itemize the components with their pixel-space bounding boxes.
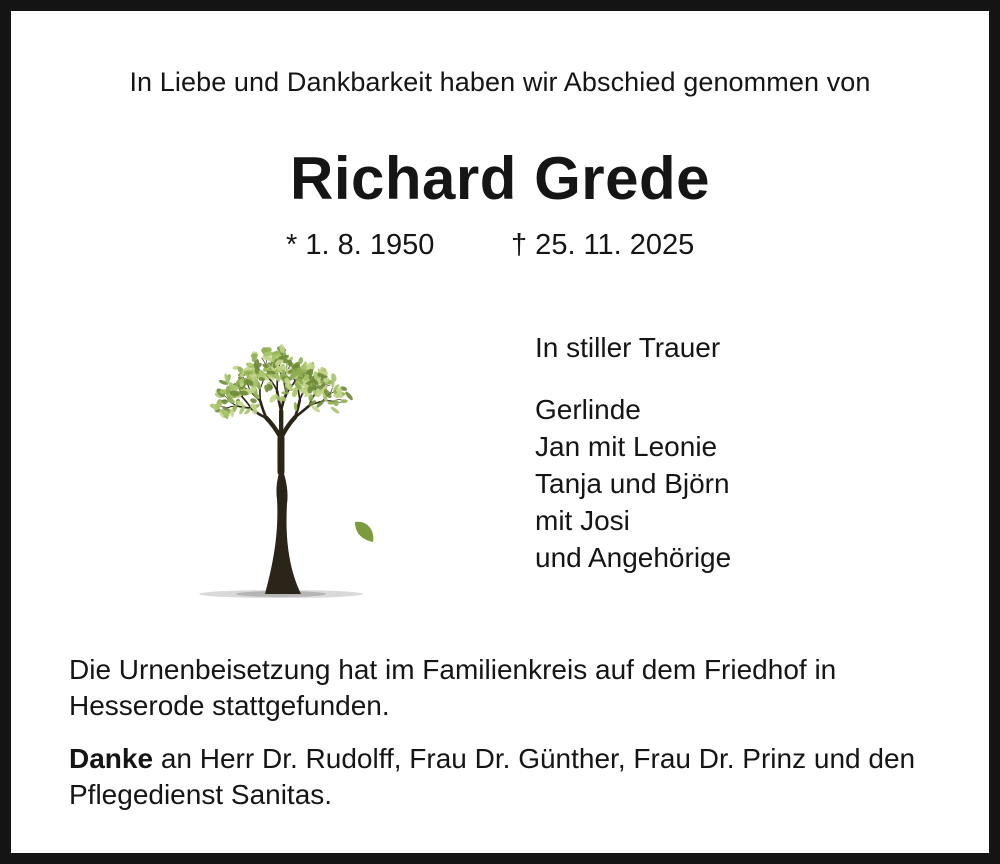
thanks-text: an Herr Dr. Rudolff, Frau Dr. Günther, Frau Dr. Prinz und den Pflegedienst Sanitas. (69, 743, 916, 810)
mourning-heading: In stiller Trauer (535, 332, 721, 363)
intro-line: In Liebe und Dankbarkeit haben wir Abschied genommen von (129, 67, 871, 97)
tree-icon (129, 294, 439, 604)
thanks-word: Danke (69, 743, 154, 774)
mourner-name: Tanja und Björn (535, 468, 730, 499)
mourner-name: Gerlinde (535, 394, 641, 425)
mourner-name: Jan mit Leonie (535, 431, 718, 462)
mourners-list (535, 391, 731, 576)
death-date: † 25. 11. 2025 (511, 229, 695, 261)
thanks-note (69, 741, 969, 813)
deceased-name: Richard Grede (290, 145, 710, 212)
life-dates (11, 229, 989, 269)
birth-date: * 1. 8. 1950 (286, 229, 435, 261)
mourner-name: und Angehörige (535, 542, 732, 573)
mourner-name: mit Josi (535, 505, 630, 536)
burial-notice: Die Urnenbeisetzung hat im Familienkreis auf dem Friedhof in Hesserode stattgefunden. (69, 654, 837, 721)
